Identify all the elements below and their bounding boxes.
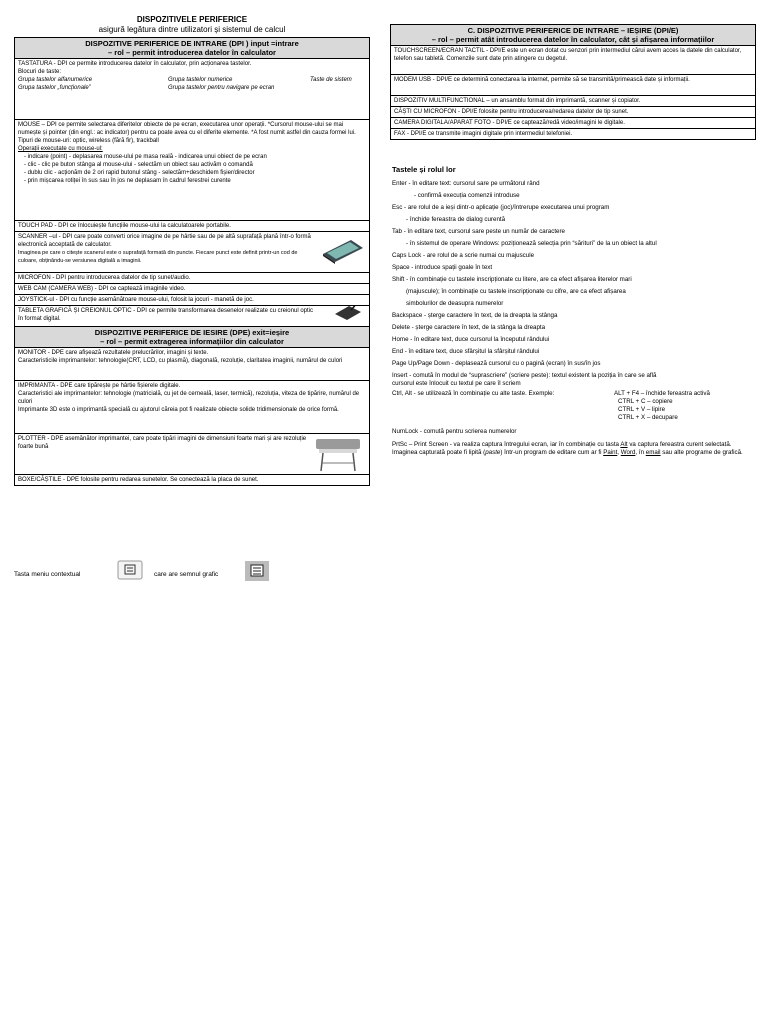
prtsc-paragraph: PrtSc – Print Screen - va realiza captura întregului ecran, iar în combinație cu tasta Alt va captura fereastra curent selectată. Imaginea capturată poate fi lipită (paste) într-un program de editare cum ar fi Paint, Word, în email sau alte programe de grafică. (392, 441, 743, 456)
graphic-tablet-image (333, 306, 363, 325)
fax-cell: FAX - DPI/E ce transmite imagini digitale prin intermediul telefoniei. (391, 129, 756, 140)
paint-link[interactable]: Paint (603, 449, 618, 456)
context-menu-key-icon (117, 560, 143, 580)
page-subtitle: asigură legătura dintre utilizatori și sistemul de calcul (98, 25, 286, 34)
keys-section: Tastele și rolul lor Enter - în editare text: cursorul sare pe următorul rând - confirmă execuția comenzii introduse Esc - are rolul de a ieși dintr-o aplicație (joc)/întrerupe executarea unui program - închide fereastra de dialog curentă Tab - în editare text, cursorul sare peste un număr de caractere - în sistemul de operare Windows: poziționează selecția prin “sărituri” de la un obiect la altul Caps Lock - are rolul de a scrie numai cu majuscule Space - introduce spații goale în text Shift - în combinație cu tastele inscripționate cu litere, are ca efect afișarea literelor mari (majuscule); în combinație cu tastele inscripționate cu cifre, are ca efect afișarea simbolurilor de deasupra numerelor Backspace - șterge caractere în text, de la dreapta la stânga Delete - șterge caractere în text, de la stânga la dreapta Home - în editare text, duce cursorul la începutul rândului End - în editare text, duce sfârșitul la sfârșitul rândului Page Up/Page Down - deplasează cursorul cu o pagină (ecran) în sus/în jos Insert - comută în modul de “suprascriere” (scriere peste): textul existent la poziția în care se află cursorul este înlocuit cu textul pe care îl scriem Ctrl, Alt - se utilizează în combinație cu alte taste. Exemple: ALT + F4 – închide fereastra activă CTRL + C – copiere CTRL + V – lipire CTRL + X – decupare NumLock - comută pentru scrierea numerelor PrtSc – Print Screen - va realiza captura întregului ecran, iar în combinație cu tasta Alt va captura fereastra curent selectată. Imaginea capturată poate fi lipită (paste) într-un program de editare cum ar fi Paint, Word, în email sau alte programe de grafică. (392, 164, 758, 457)
touchscreen-cell: TOUCHSCREEN/ECRAN TACTIL - DPI/E este un ecran dotat cu senzori prin intermediul cărui avem acces la datele din calculator, telefon sau tabletă. Comenzile sunt date prin atingere cu degetul. (391, 46, 756, 75)
touchpad-cell: TOUCH PAD - DPI ce înlocuiește funcțiile mouse-ului la calculatoarele portabile. (15, 221, 370, 232)
speakers-cell: BOXE/CĂȘTILE - DPE folosite pentru redarea sunetelor. Se conectează la placa de sunet. (15, 475, 370, 486)
word-link[interactable]: Word (620, 449, 636, 456)
scanner-image (321, 236, 365, 266)
input-devices-table (14, 37, 370, 486)
camera-cell: CAMERA DIGITALA/APARAT FOTO - DPI/E ce captează/redă video/imagini le digitale. (391, 118, 756, 129)
microphone-cell: MICROFON - DPI pentru introducerea datelor de tip sunet/audio. (15, 273, 370, 284)
io-header: C. DISPOZITIVE PERIFERICE DE INTRARE – IEȘIRE (DPI/E) – rol – permit atât introducerea datelor în calculator, cât și afișarea informațiilor (391, 25, 756, 46)
joystick-cell: JOYSTICK-ul - DPI cu funcție asemănătoare mouse-ului, folosit la jocuri - manetă de joc. (15, 295, 370, 306)
keyboard-cell: TASTATURA - DPI ce permite introducerea datelor în calculator, prin acționarea tastelor. Blocuri de taste: Grupa tastelor alfanumerice Grupa tastelor numerice Taste de sistem Grupa tastelor „funcționale” Grupa tastelor pentru navigare pe ecran (15, 59, 370, 120)
context-key-text-a: Tasta meniu contextual (14, 571, 81, 578)
printer-cell: IMPRIMANTA - DPE care tipărește pe hârtie fișierele digitale. Caracteristici ale imprimantelor: tehnologie (matricială, cu jet de cerneală, laser, termică), rezoluția, viteza de tipărire, numărul de culori Imprimante 3D este o imprimantă specială cu ajutorul căreia pot fi realizate obiecte solide tridimensionale de orice formă. (15, 381, 370, 434)
output-header: DISPOZITIVE PERIFERICE DE IESIRE (DPE) exit=ieșire – rol – permit extragerea informațiilor din calculator (15, 327, 370, 348)
context-key-text-b: care are semnul grafic (154, 571, 219, 578)
context-menu-key-line (14, 560, 274, 582)
plotter-cell: PLOTTER - DPE asemănător imprimantei, care poate tipări imagini de dimensiuni foarte mari și are rezoluție foarte bună (15, 434, 370, 475)
plotter-image (313, 435, 363, 473)
mouse-cell: MOUSE – DPI ce permite selectarea diferitelor obiecte de pe ecran, executarea unor operații. *Cursorul mouse-ului se mai numește și pointer (din engl.: ac indicator) pentru ca poate avea cu el diferite elemente. *A fost numit astfel din cauza formei lui. Tipuri de mouse-uri: optic, wireless (fără fir), trackball Operații executate cu mouse-ul: - indicare (point) - deplasarea mouse-ului pe masa reală - indicarea unui obiect de pe ecran - clic - clic pe buton stânga al mouse-ului - selectăm un obiect sau activăm o comandă - dublu clic - acționăm de 2 ori rapid butonul stâng - selectăm+deschidem fișier/director - prin mișcarea rotiței în sus sau în jos ne deplasam în cadrul ferestrei curente (15, 120, 370, 221)
keys-title: Tastele și rolul lor (392, 165, 456, 174)
menu-glyph-icon (244, 560, 270, 582)
modem-cell: MODEM USB - DPI/E ce determină conectarea la internet, permite să se transmită/primească date și informații. (391, 75, 756, 96)
headset-cell: CĂȘTI CU MICROFON - DPI/E folosite pentru introducerea/redarea datelor de tip sunet. (391, 107, 756, 118)
io-devices-table (390, 24, 756, 140)
webcam-cell: WEB CAM (CAMERA WEB) - DPI ce captează imaginile video. (15, 284, 370, 295)
scanner-cell: SCANNER –ul - DPI care poate converti orice imagine de pe hârtie sau de pe altă suprafață plană într-o formă electronică acceptată de calculator. Imaginea pe care o citește scanerul este o suprafață formată din puncte. Fiecare punct este definit printr-un cod de culoare, obținându-se versiunea digitală a imaginii. (15, 232, 370, 273)
email-link[interactable]: email (645, 449, 661, 456)
monitor-cell: MONITOR - DPE care afișează rezultatele prelucrărilor, imagini și texte. Caracteristicile imprimantelor: tehnologie(CRT, LCD, cu plasmă), diagonală, rezoluție, claritatea imaginii, numărul de culori (15, 348, 370, 381)
tablet-cell: TABLETA GRAFICĂ ȘI CREIONUL OPTIC - DPI ce permite transformarea desenelor realizate cu creionul optic în format digital. (15, 306, 370, 327)
multifunction-cell: DISPOZITIV MULTIFUNCTIONAL – un ansamblu format din imprimantă, scanner și copiator. (391, 96, 756, 107)
input-header: DISPOZITIVE PERIFERICE DE INTRARE (DPI ) input =intrare – rol – permit introducerea datelor în calculator (15, 38, 370, 59)
page-title-block (14, 14, 370, 35)
page-title: DISPOZITIVELE PERIFERICE (136, 15, 248, 24)
